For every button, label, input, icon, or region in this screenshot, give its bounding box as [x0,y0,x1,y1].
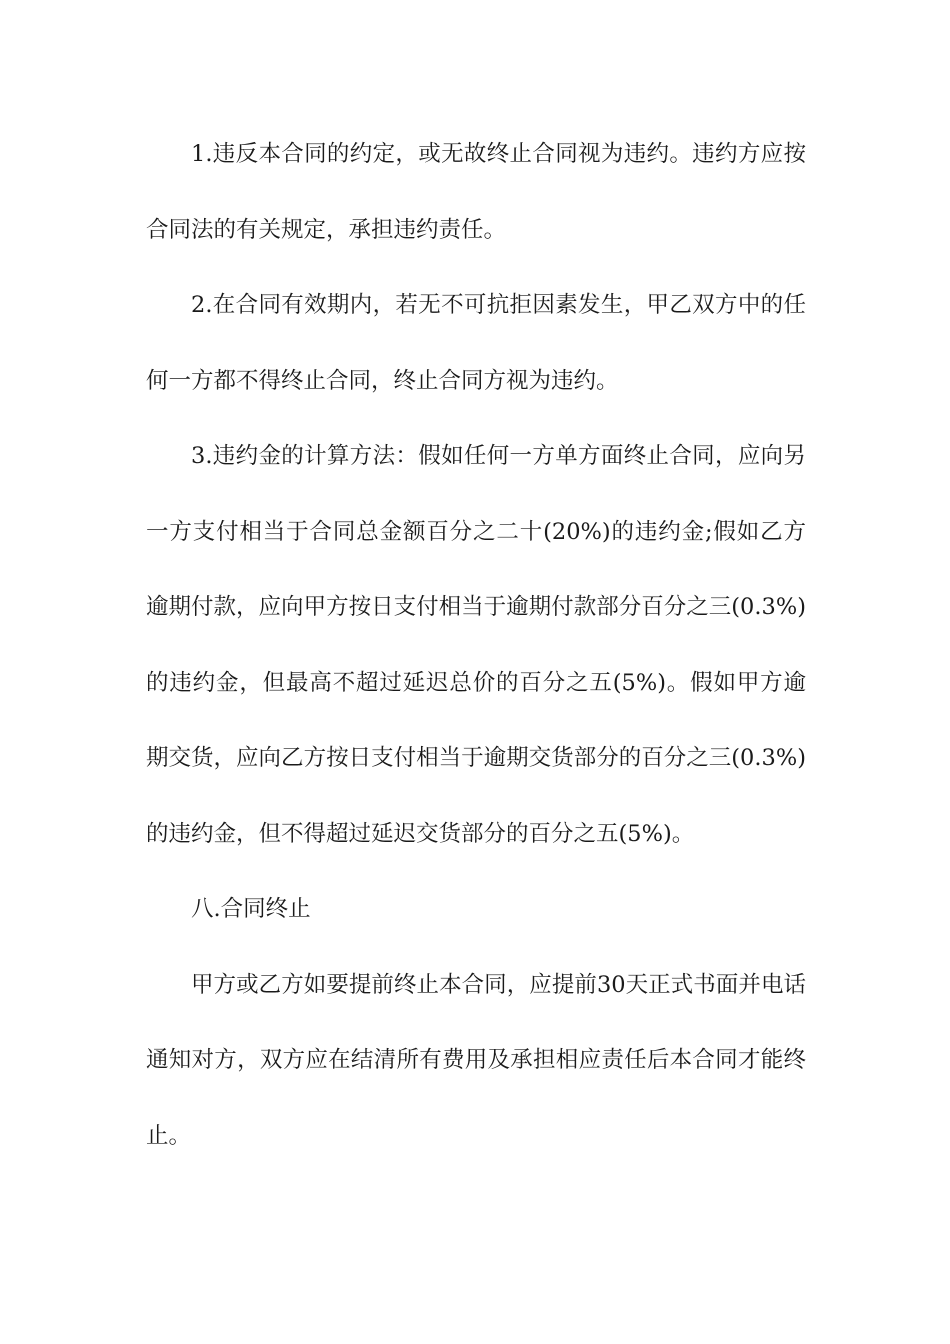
clause-no-termination: 2.在合同有效期内，若无不可抗拒因素发生，甲乙双方中的任何一方都不得终止合同，终止合同方视为违约。 [146,292,806,394]
document-body [146,117,806,1174]
section-heading-termination: 八.合同终止 [191,896,311,922]
clause-breach-liability: 1.违反本合同的约定，或无故终止合同视为违约。违约方应按合同法的有关规定，承担违约责任。 [146,141,806,243]
clause-penalty-calculation: 3.违约金的计算方法：假如任何一方单方面终止合同，应向另一方支付相当于合同总金额百分之二十(20%)的违约金;假如乙方逾期付款，应向甲方按日支付相当于逾期付款部分百分之三(0.3%)的违约金，但最高不超过延迟总价的百分之五(5%)。假如甲方逾期交货，应向乙方按日支付相当于逾期交货部分的百分之三(0.3%)的违约金，但不得超过延迟交货部分的百分之五(5%)。 [146,443,806,847]
clause-early-termination: 甲方或乙方如要提前终止本合同，应提前30天正式书面并电话通知对方，双方应在结清所有费用及承担相应责任后本合同才能终止。 [146,971,806,1149]
